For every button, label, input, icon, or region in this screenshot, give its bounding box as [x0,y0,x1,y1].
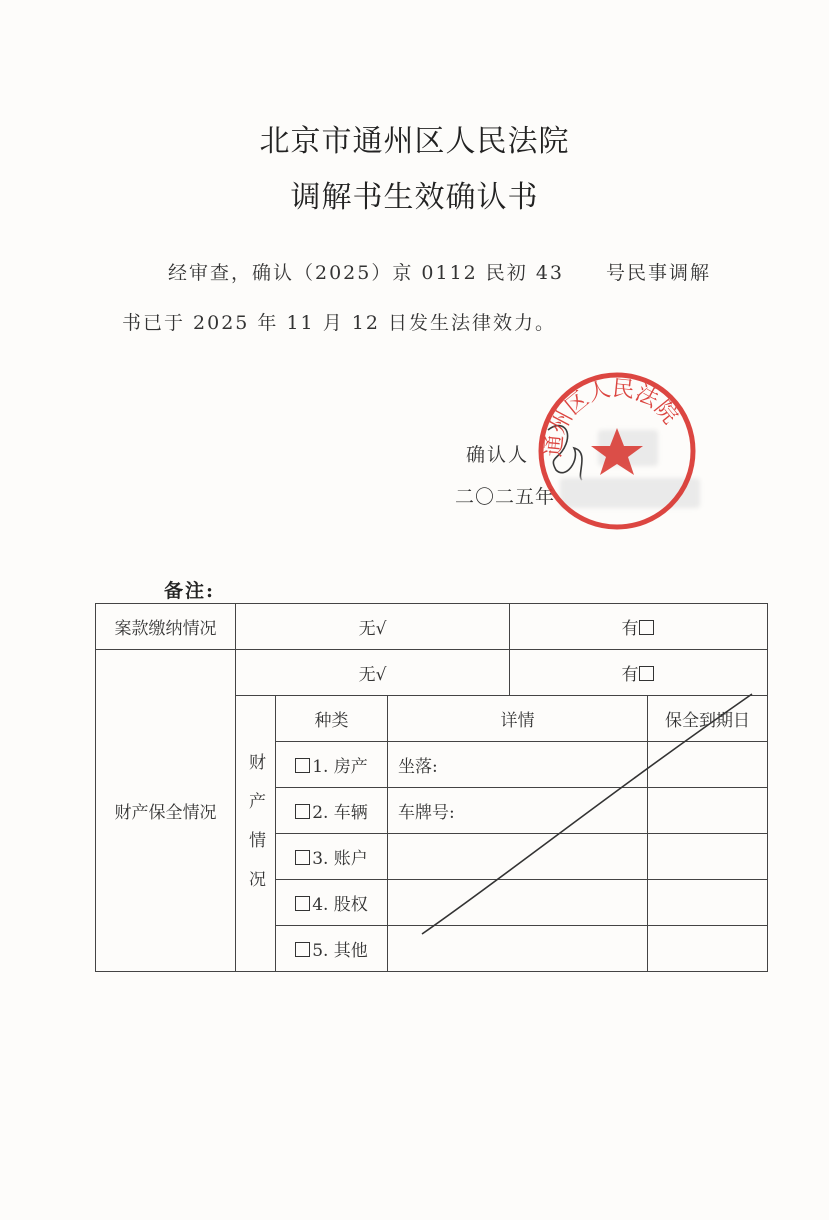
checkbox-icon [639,620,654,635]
remarks-label: 备注: [164,580,216,602]
detail-house: 坐落: [388,742,648,788]
table-row [96,650,768,696]
preservation-has: 有 [621,665,639,685]
court-name: 北京市通州区人民法院 [259,124,570,159]
property-label: 财产情况 [245,753,265,909]
col-expiry: 保全到期日 [648,696,768,742]
checkbox-icon [295,942,310,957]
property-label-cell [236,696,276,972]
payment-has: 有 [621,619,639,639]
preservation-has-cell [510,650,768,696]
payment-has-cell [510,604,768,650]
type-equity: 4. 股权 [312,895,368,915]
seal-star-icon [591,428,643,475]
document-title: 调解书生效确认书 [290,180,539,215]
type-account: 3. 账户 [312,849,368,869]
body-line-2: 书已于 2025 年 11 月 12 日发生法律效力。 [122,312,556,334]
detail-vehicle: 车牌号: [388,788,648,834]
type-other: 5. 其他 [312,941,368,961]
type-vehicle: 2. 车辆 [312,803,368,823]
court-seal [536,370,698,532]
checkbox-icon [295,804,310,819]
col-type: 种类 [276,696,388,742]
confirmer-label: 确认人 [466,444,530,466]
case-type-text: 号民事调解 [606,262,712,284]
body-line-1 [168,258,711,285]
seal-text: 通州区人民法院 [541,376,683,459]
confirm-date: 二〇二五年 [455,486,556,508]
checkbox-icon [639,666,654,681]
payment-none: 无√ [236,604,510,650]
preservation-none: 无√ [236,650,510,696]
payment-label: 案款缴纳情况 [96,604,236,650]
remarks-table [95,603,768,972]
checkbox-icon [295,850,310,865]
checkbox-icon [295,758,310,773]
case-number-text: 经审查，确认（2025）京 0112 民初 43 [168,262,565,284]
checkbox-icon [295,896,310,911]
detail-equity [388,880,648,926]
detail-other [388,926,648,972]
type-house: 1. 房产 [312,757,368,777]
detail-account [388,834,648,880]
col-detail: 详情 [388,696,648,742]
preservation-label: 财产保全情况 [96,650,236,972]
table-row [96,604,768,650]
